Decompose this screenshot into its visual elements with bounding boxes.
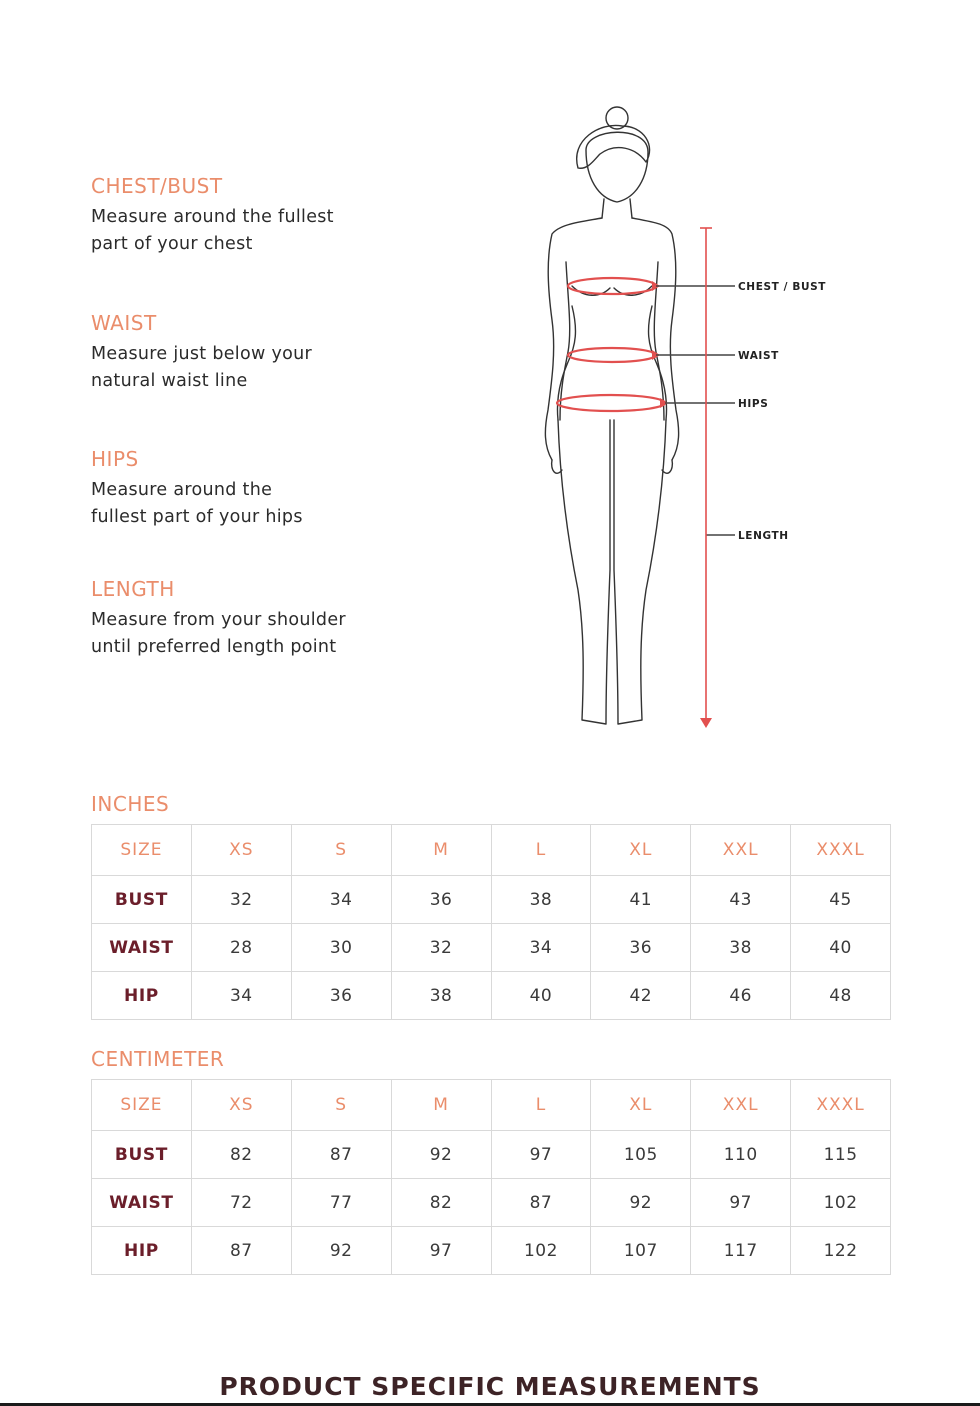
column-header: L (491, 825, 591, 876)
row-header: WAIST (92, 1179, 192, 1227)
table-cell: 97 (691, 1179, 791, 1227)
table-cell: 107 (591, 1227, 691, 1275)
table-cell: 42 (591, 972, 691, 1020)
table-cell: 117 (691, 1227, 791, 1275)
centimeter-title: CENTIMETER (91, 1047, 225, 1071)
table-cell: 40 (791, 924, 891, 972)
inches-table (91, 824, 891, 1020)
label-chest: CHEST / BUST (738, 281, 826, 293)
column-header: XS (191, 1080, 291, 1131)
table-cell: 38 (491, 876, 591, 924)
row-header: WAIST (92, 924, 192, 972)
table-row (92, 1179, 891, 1227)
table-cell: 77 (291, 1179, 391, 1227)
column-header: XS (191, 825, 291, 876)
table-cell: 28 (191, 924, 291, 972)
table-cell: 122 (791, 1227, 891, 1275)
column-header: M (391, 1080, 491, 1131)
table-cell: 45 (791, 876, 891, 924)
table-cell: 34 (291, 876, 391, 924)
guide-title: HIPS (91, 447, 139, 471)
column-header: XL (591, 825, 691, 876)
guide-hips (91, 447, 421, 531)
table-header-row (92, 825, 891, 876)
guide-text: Measure from your shoulder until preferred length point (91, 610, 346, 657)
table-cell: 34 (191, 972, 291, 1020)
table-cell: 87 (291, 1131, 391, 1179)
table-row (92, 972, 891, 1020)
body-figure-illustration (520, 95, 850, 745)
table-cell: 87 (191, 1227, 291, 1275)
row-header: BUST (92, 876, 192, 924)
table-cell: 43 (691, 876, 791, 924)
table-cell: 36 (591, 924, 691, 972)
table-cell: 110 (691, 1131, 791, 1179)
table-header-row (92, 1080, 891, 1131)
column-header: SIZE (92, 825, 192, 876)
table-cell: 97 (491, 1131, 591, 1179)
table-row (92, 924, 891, 972)
table-cell: 97 (391, 1227, 491, 1275)
column-header: S (291, 825, 391, 876)
guide-title: WAIST (91, 311, 157, 335)
table-cell: 40 (491, 972, 591, 1020)
guide-chest (91, 174, 421, 258)
table-cell: 36 (391, 876, 491, 924)
table-cell: 30 (291, 924, 391, 972)
row-header: HIP (92, 972, 192, 1020)
column-header: S (291, 1080, 391, 1131)
inches-title: INCHES (91, 792, 170, 816)
table-cell: 48 (791, 972, 891, 1020)
table-cell: 115 (791, 1131, 891, 1179)
table-row (92, 876, 891, 924)
column-header: SIZE (92, 1080, 192, 1131)
table-cell: 36 (291, 972, 391, 1020)
table-cell: 92 (591, 1179, 691, 1227)
column-header: XXXL (791, 825, 891, 876)
footer-heading: PRODUCT SPECIFIC MEASUREMENTS (219, 1372, 761, 1401)
guide-text: Measure around the fullest part of your chest (91, 207, 334, 254)
table-cell: 102 (791, 1179, 891, 1227)
table-cell: 41 (591, 876, 691, 924)
column-header: M (391, 825, 491, 876)
table-cell: 105 (591, 1131, 691, 1179)
table-cell: 46 (691, 972, 791, 1020)
table-row (92, 1131, 891, 1179)
table-cell: 32 (191, 876, 291, 924)
centimeter-table (91, 1079, 891, 1275)
table-cell: 92 (391, 1131, 491, 1179)
row-header: HIP (92, 1227, 192, 1275)
guide-waist (91, 311, 421, 395)
table-cell: 32 (391, 924, 491, 972)
table-row (92, 1227, 891, 1275)
column-header: L (491, 1080, 591, 1131)
row-header: BUST (92, 1131, 192, 1179)
guide-title: LENGTH (91, 577, 175, 601)
label-length: LENGTH (738, 530, 789, 542)
label-hips: HIPS (738, 398, 769, 410)
table-cell: 38 (691, 924, 791, 972)
table-cell: 102 (491, 1227, 591, 1275)
column-header: XXL (691, 1080, 791, 1131)
table-cell: 34 (491, 924, 591, 972)
table-cell: 82 (191, 1131, 291, 1179)
guide-text: Measure around the fullest part of your hips (91, 480, 303, 527)
table-cell: 72 (191, 1179, 291, 1227)
table-cell: 87 (491, 1179, 591, 1227)
guide-text: Measure just below your natural waist line (91, 344, 313, 391)
column-header: XL (591, 1080, 691, 1131)
guide-title: CHEST/BUST (91, 174, 223, 198)
table-cell: 38 (391, 972, 491, 1020)
table-cell: 82 (391, 1179, 491, 1227)
label-waist: WAIST (738, 350, 779, 362)
guide-length (91, 577, 421, 661)
column-header: XXL (691, 825, 791, 876)
table-cell: 92 (291, 1227, 391, 1275)
column-header: XXXL (791, 1080, 891, 1131)
